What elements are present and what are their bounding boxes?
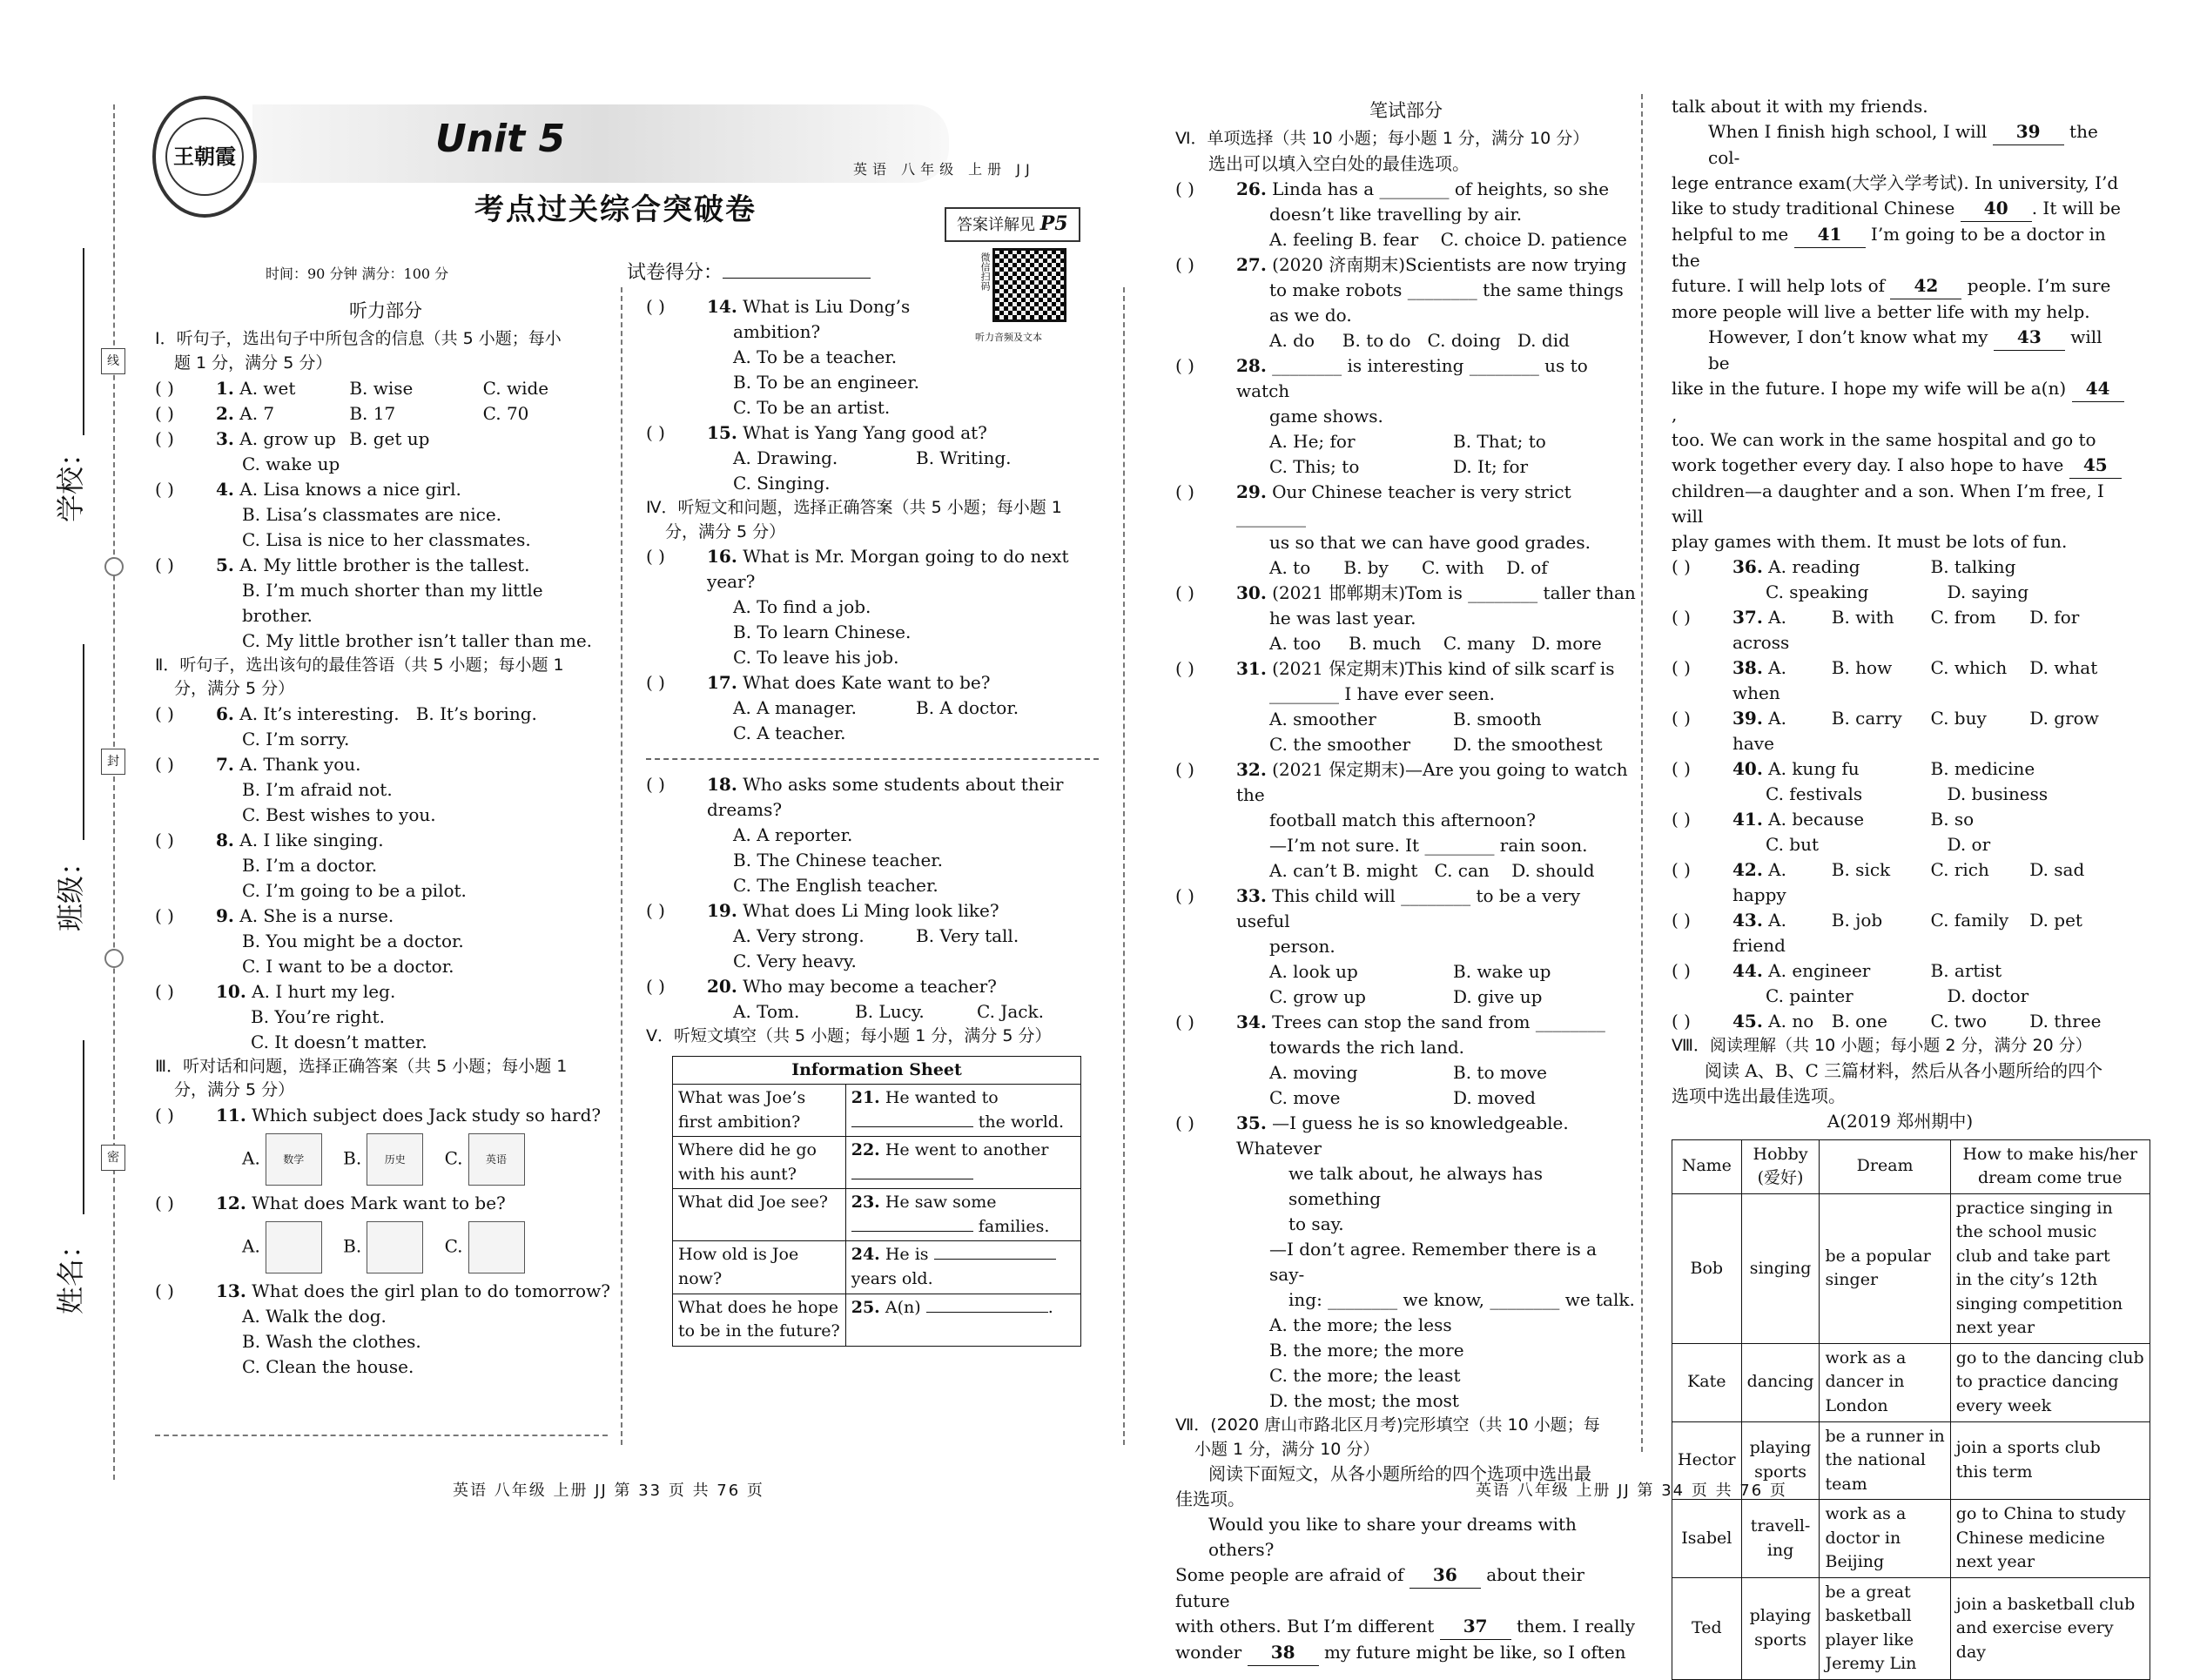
question-34: ( ) 34. Trees can stop the sand from ________ towards the rich land. A. moving B. to move C. move D. moved <box>1175 1011 1605 1108</box>
table-row: Isabel travell- ing work as a doctor in Beijing go to China to study Chinese medicine next year <box>1672 1500 2150 1578</box>
question-41: ( ) 41. A. because B. so C. but D. or <box>1672 809 1991 855</box>
qr-side-label: 微信扫码 <box>979 252 991 291</box>
english-book-icon: 英语 <box>468 1133 525 1186</box>
section-2-heading: Ⅱ．听句子，选出该句的最佳答语（共 5 小题；每小题 1 分，满分 5 分） <box>155 655 564 699</box>
header-banner <box>252 104 949 183</box>
question-15: ( ) 15. What is Yang Yang good at? A. Drawing. B. Writing. C. Singing. <box>646 422 1012 494</box>
class-field-line <box>83 644 84 840</box>
unit-title: Unit 5 <box>435 117 566 161</box>
answer-reference <box>945 207 1080 242</box>
paper-subtitle: 考点过关综合突破卷 <box>474 192 757 227</box>
cloze-blank-40[interactable]: 40 <box>1961 196 2032 222</box>
answer-ref-prefix: 答案详解见 <box>957 216 1035 234</box>
answer-blank-23[interactable] <box>851 1231 973 1232</box>
question-32: ( ) 32. (2021 保定期末)—Are you going to watch the football match this afternoon? —I’m not sure. It ________ rain soon. A. can’t B. might C. can D. should <box>1175 758 1628 881</box>
section-1-heading: Ⅰ．听句子，选出句子中所包含的信息（共 5 小题；每小 题 1 分，满分 5 分） <box>155 329 562 373</box>
writing-title: 笔试部分 <box>1369 100 1443 121</box>
question-39: ( ) 39. A. have B. carry C. buy D. grow <box>1672 708 2099 754</box>
question-16: ( ) 16. What is Mr. Morgan going to do next year? A. To find a job. B. To learn Chinese. C. To leave his job. <box>646 546 1069 669</box>
information-sheet-title: Information Sheet <box>673 1056 1081 1085</box>
school-field-line <box>83 248 84 435</box>
cloze-blank-42[interactable]: 42 <box>1890 273 1961 299</box>
question-27: ( ) 27. (2020 济南期末)Scientists are now trying to make robots ________ the same things as we do. A. do B. to do C. doing D. did <box>1175 253 1627 351</box>
answer-blank-24[interactable] <box>934 1259 1056 1260</box>
table-row: Where did he go with his aunt? 22. He went to another <box>673 1137 1081 1189</box>
dream-table <box>1672 1139 2150 1680</box>
table-row: Ted playing sports be a great basketball player like Jeremy Lin join a basketball club and exercise every day <box>1672 1577 2150 1679</box>
answer-blank-21[interactable] <box>851 1126 973 1127</box>
question-10: ( ) 10. A. I hurt my leg. B. You’re right. C. It doesn’t matter. <box>155 980 427 1052</box>
section-4-heading: Ⅳ．听短文和问题，选择正确答案（共 5 小题；每小题 1 分，满分 5 分） <box>646 498 1062 541</box>
logo-text: 王朝霞 <box>165 118 244 196</box>
section-6-heading: Ⅵ．单项选择（共 10 小题；每小题 1 分，满分 10 分） <box>1175 129 1590 149</box>
score-blank[interactable] <box>723 278 871 279</box>
column-1 <box>155 294 616 1380</box>
question-12: ( ) 12. What does Mark want to be? A. B. C. <box>155 1191 616 1273</box>
col3-divider <box>1641 94 1643 1452</box>
question-45: ( ) 45. A. no B. one C. two D. three <box>1672 1011 2102 1032</box>
question-33: ( ) 33. This child will ________ to be a very useful person. A. look up B. wake up C. grow up D. give up <box>1175 884 1581 1007</box>
question-35: ( ) 35. —I guess he is so knowledgeable. Whatever we talk about, he always has something to say. —I don’t agree. Remember there is a say- ing: ________ we know, ________ we talk. A. the more; the less B. the more; the more C. the more; the least D. the most; the most <box>1175 1112 1635 1411</box>
name-label: 姓名： <box>54 1230 87 1314</box>
table-row: What does he hope to be in the future? 25. A(n) . <box>673 1294 1081 1346</box>
question-11: ( ) 11. Which subject does Jack study so hard? A. 数学 B. 历史 C. 英语 <box>155 1103 616 1186</box>
table-row: What was Joe’s first ambition? 21. He wanted to the world. <box>673 1085 1081 1137</box>
school-label: 学校： <box>54 438 87 522</box>
publisher-logo <box>152 96 257 218</box>
information-sheet-table <box>672 1056 1081 1347</box>
table-header-row: Name Hobby (爱好) Dream How to make his/her dream come true <box>1672 1139 2150 1193</box>
question-29: ( ) 29. Our Chinese teacher is very strict ________ us so that we can have good grades. A. to B. by C. with D. of <box>1175 480 1591 578</box>
question-19: ( ) 19. What does Li Ming look like? A. Very strong. B. Very tall. C. Very heavy. <box>646 900 1019 972</box>
cloze-blank-45[interactable]: 45 <box>2069 453 2122 479</box>
question-9: ( ) 9. A. She is a nurse. B. You might be a doctor. C. I want to be a doctor. <box>155 904 464 977</box>
name-field-line <box>83 1040 84 1214</box>
section-7-intro: 阅读下面短文，从各小题所给的四个选项中选出最 佳选项。 <box>1175 1463 1591 1510</box>
passage-a-label: A(2019 郑州期中) <box>1827 1110 1974 1132</box>
section-3-heading: Ⅲ．听对话和问题，选择正确答案（共 5 小题；每小题 1 分，满分 5 分） <box>155 1056 568 1100</box>
col1-bottom-dashed-line <box>155 1435 608 1436</box>
column-4 <box>1672 94 2144 1680</box>
question-1: ( ) 1. A. wet B. wise C. wide <box>155 377 549 399</box>
section-6-intro: 选出可以填入空白处的最佳选项。 <box>1208 152 1470 174</box>
question-28: ( ) 28. ________ is interesting ________ us to watch game shows. A. He; for B. That; to C. This; to D. It; for <box>1175 354 1588 477</box>
question-2: ( ) 2. A. 7 B. 17 C. 70 <box>155 402 529 424</box>
qr-label: 听力音频及文本 <box>975 332 1042 343</box>
question-43: ( ) 43. A. friend B. job C. family D. pet <box>1672 910 2082 956</box>
cut-mark-1: 线 <box>101 348 125 374</box>
class-label: 班级： <box>54 847 87 931</box>
question-5: ( ) 5. A. My little brother is the tallest. B. I’m much shorter than my little brother. C. My little brother isn’t taller than me. <box>155 554 593 651</box>
question-8: ( ) 8. A. I like singing. B. I’m a doctor. C. I’m going to be a pilot. <box>155 829 467 901</box>
binding-margin <box>0 0 131 1557</box>
question-6: ( ) 6. A. It’s interesting. B. It’s boring. C. I’m sorry. <box>155 702 537 749</box>
cut-mark-3: 密 <box>101 1145 125 1171</box>
policeman-picture-icon <box>468 1221 525 1273</box>
question-17: ( ) 17. What does Kate want to be? A. A manager. B. A doctor. C. A teacher. <box>646 672 1019 744</box>
question-40: ( ) 40. A. kung fu B. medicine C. festivals D. business <box>1672 758 2049 804</box>
cloze-passage-part-1: Would you like to share your dreams with others? Some people are afraid of 36 about their future with others. But I’m different 37 them. I really wonder 38 my future might be like, so I often <box>1175 1512 1637 1666</box>
column-3 <box>1175 94 1637 1666</box>
question-36: ( ) 36. A. reading B. talking C. speaking D. saying <box>1672 556 2029 602</box>
series-label: 英语 八年级 上册 JJ <box>853 161 1035 178</box>
cloze-blank-37[interactable]: 37 <box>1440 1614 1511 1640</box>
page-fold-divider <box>1123 287 1125 1445</box>
question-30: ( ) 30. (2021 邯郸期末)Tom is ________ taller than he was last year. A. too B. much C. many D. more <box>1175 581 1636 654</box>
score-field <box>627 259 871 287</box>
cloze-passage-part-2: talk about it with my friends. When I finish high school, I will 39 the col- lege entrance exam(大学入学考试). In university, I’d like to study traditional Chinese 40 . It will be helpful to me 41 I’m going to be a doctor in the future. I will help lots of 42 people. I’m sure more people will live a better life with my help. However, I don’t know what my 43 will be like in the future. I hope my wife will be a(n) 44, too. We can work in the same hospital and go to work together every day. I also hope to have 45 children—a daughter and a son. When I’m free, I will play games with them. It must be lots of fun. <box>1672 94 2129 554</box>
question-20: ( ) 20. Who may become a teacher? A. Tom. B. Lucy. C. Jack. <box>646 976 1044 1023</box>
cloze-blank-43[interactable]: 43 <box>1994 325 2065 351</box>
question-42: ( ) 42. A. happy B. sick C. rich D. sad <box>1672 859 2085 905</box>
question-4: ( ) 4. A. Lisa knows a nice girl. B. Lisa’s classmates are nice. C. Lisa is nice to her classmates. <box>155 478 531 550</box>
question-14: ( ) 14. What is Liu Dong’s ambition? A. To be a teacher. B. To be an engineer. C. To be an artist. <box>646 296 919 418</box>
answer-blank-25[interactable] <box>926 1312 1048 1313</box>
history-book-icon: 历史 <box>367 1133 423 1186</box>
question-7: ( ) 7. A. Thank you. B. I’m afraid not. C. Best wishes to you. <box>155 753 436 825</box>
table-row: Hector playing sports be a runner in the national team join a sports club this term <box>1672 1421 2150 1500</box>
table-row: Bob singing be a popular singer practice singing in the school music club and take part in the city’s 12th singing competition next year <box>1672 1193 2150 1343</box>
dashed-separator <box>646 758 1099 760</box>
listening-title: 听力部分 <box>349 300 422 321</box>
footer-page-34: 英语 八年级 上册 JJ 第 34 页 共 76 页 <box>1476 1482 1787 1500</box>
answer-ref-page: P5 <box>1039 212 1068 235</box>
binding-circle-1 <box>104 557 124 576</box>
cloze-blank-36[interactable]: 36 <box>1409 1562 1481 1589</box>
time-info: 时间：90 分钟 满分：100 分 <box>266 265 449 282</box>
cloze-blank-41[interactable]: 41 <box>1794 222 1866 248</box>
question-38: ( ) 38. A. when B. how C. which D. what <box>1672 657 2098 703</box>
table-row: What did Joe see? 23. He saw some families. <box>673 1189 1081 1241</box>
score-label: 试卷得分： <box>627 262 723 284</box>
section-7-heading: Ⅶ．(2020 唐山市路北区月考)完形填空（共 10 小题；每 小题 1 分，满分 10 分） <box>1175 1415 1600 1459</box>
question-13: ( ) 13. What does the girl plan to do tomorrow? A. Walk the dog. B. Wash the clothes. C. Clean the house. <box>155 1280 610 1377</box>
binding-circle-2 <box>104 949 124 968</box>
question-31: ( ) 31. (2021 保定期末)This kind of silk scarf is ________ I have ever seen. A. smoother B. smooth C. the smoother D. the smoothest <box>1175 657 1615 755</box>
column-2 <box>646 294 1099 1347</box>
cloze-blank-39[interactable]: 39 <box>1993 119 2064 145</box>
math-book-icon: 数学 <box>266 1133 322 1186</box>
cloze-blank-44[interactable]: 44 <box>2072 376 2124 402</box>
question-3: ( ) 3. A. grow up B. get up C. wake up <box>155 427 430 474</box>
col1-divider <box>621 287 622 1445</box>
binding-dashed-line <box>113 104 115 1480</box>
cut-mark-2: 封 <box>101 749 125 775</box>
table-row: How old is Joe now? 24. He is years old. <box>673 1241 1081 1294</box>
table-row: Kate dancing work as a dancer in London go to the dancing club to practice dancing every week <box>1672 1343 2150 1421</box>
scientist-picture-icon <box>367 1221 423 1273</box>
section-8-heading: Ⅷ．阅读理解（共 10 小题；每小题 2 分，满分 20 分） <box>1672 1036 2092 1055</box>
section-8-intro: 阅读 A、B、C 三篇材料，然后从各小题所给的四个 选项中选出最佳选项。 <box>1672 1059 2103 1106</box>
question-26: ( ) 26. Linda has a ________ of heights, so she doesn’t like travelling by air. A. feeling B. fear C. choice D. patience <box>1175 178 1627 250</box>
question-44: ( ) 44. A. engineer B. artist C. painter D. doctor <box>1672 960 2029 1006</box>
question-37: ( ) 37. A. across B. with C. from D. for <box>1672 607 2080 653</box>
doctor-picture-icon <box>266 1221 322 1273</box>
section-5-heading: Ⅴ．听短文填空（共 5 小题；每小题 1 分，满分 5 分） <box>646 1026 1052 1046</box>
question-18: ( ) 18. Who asks some students about their dreams? A. A reporter. B. The Chinese teacher. C. The English teacher. <box>646 774 1064 897</box>
footer-page-33: 英语 八年级 上册 JJ 第 33 页 共 76 页 <box>453 1482 764 1500</box>
cloze-blank-38[interactable]: 38 <box>1248 1640 1319 1666</box>
